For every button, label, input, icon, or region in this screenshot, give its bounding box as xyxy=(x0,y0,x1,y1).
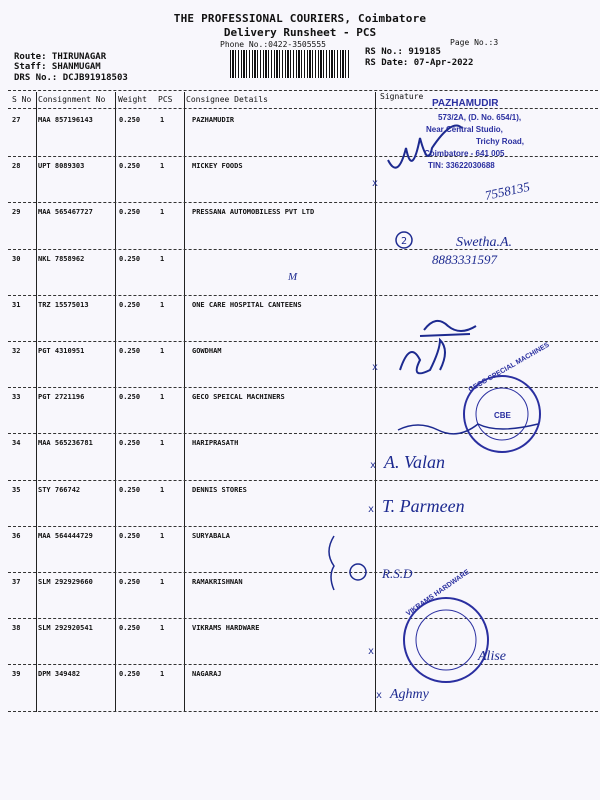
row-divider xyxy=(8,249,598,250)
row-divider xyxy=(8,664,598,665)
svg-text:x: x xyxy=(376,690,383,701)
cell-consignment: TRZ 15575013 xyxy=(38,300,89,309)
cell-consignee: RAMAKRISHNAN xyxy=(192,578,243,586)
svg-text:x: x xyxy=(368,646,375,657)
cell-weight: 0.250 xyxy=(119,531,141,540)
cell-consignee: HARIPRASATH xyxy=(192,439,239,448)
rs-number: RS No.: 919185 xyxy=(365,47,441,57)
row-divider xyxy=(8,572,598,573)
cell-consignee: NAGARAJ xyxy=(192,670,222,679)
cell-sno: 28 xyxy=(12,162,21,171)
cell-consignment: PGT 2721196 xyxy=(38,393,85,402)
svg-text:x: x xyxy=(370,460,377,471)
cell-weight: 0.250 xyxy=(119,485,141,494)
cell-sno: 39 xyxy=(12,670,21,679)
cell-sno: 30 xyxy=(12,254,21,263)
cell-consignee: SURYABALA xyxy=(192,531,230,540)
col-weight: Weight xyxy=(118,95,147,104)
cell-consignment: STY 766742 xyxy=(38,485,81,494)
cell-pcs: 1 xyxy=(160,670,165,679)
cell-weight: 0.250 xyxy=(119,439,141,448)
cell-consignee: MICKEY FOODS xyxy=(192,162,243,171)
row-divider xyxy=(8,618,598,619)
row-divider xyxy=(8,480,598,481)
cell-pcs: 1 xyxy=(160,300,165,309)
stamp-line: Near Central Studio, xyxy=(426,125,503,134)
stamp-line: TIN: 33622030688 xyxy=(428,161,495,170)
cell-pcs: 1 xyxy=(160,439,165,448)
cell-consignment: DPM 349482 xyxy=(38,670,81,679)
circle-mark xyxy=(396,232,412,248)
route-label: Route: THIRUNAGAR xyxy=(14,52,107,62)
cell-pcs: 1 xyxy=(160,116,165,124)
header-top-rule xyxy=(8,90,598,91)
cell-consignment: MAA 564444729 xyxy=(38,531,93,540)
cell-sno: 38 xyxy=(12,624,21,633)
drs-number: DRS No.: DCJB91918503 xyxy=(14,73,128,83)
company-phone: Phone No.:0422-3505555 xyxy=(220,40,326,49)
row38-signature: Alise xyxy=(478,649,506,664)
signature-row31 xyxy=(420,321,476,336)
row34-signature: A. Valan xyxy=(384,452,445,472)
cell-pcs: 1 xyxy=(160,578,165,586)
cell-sno: 35 xyxy=(12,485,21,494)
signature-row33 xyxy=(398,424,538,434)
svg-text:x: x xyxy=(368,504,375,515)
col-sno: S No xyxy=(12,95,32,104)
stamp-line: Coimbatore - 641 005 xyxy=(424,149,505,158)
company-title: THE PROFESSIONAL COURIERS, Coimbatore xyxy=(173,12,427,25)
header-bottom-rule xyxy=(8,108,598,109)
x-mark: x xyxy=(372,178,379,189)
row-divider xyxy=(8,202,598,203)
cell-weight: 0.250 xyxy=(119,578,141,586)
table-header xyxy=(8,92,598,109)
row29-phone: 8883331597 xyxy=(432,252,497,267)
circle-mark-label: 2 xyxy=(401,236,408,247)
runsheet-title: Delivery Runsheet - PCS xyxy=(223,26,377,39)
col-signature: Signature xyxy=(380,92,424,101)
cell-weight: 0.250 xyxy=(119,300,141,309)
row-divider xyxy=(8,433,598,434)
cell-consignee: GOWDHAM xyxy=(192,347,222,355)
rs-date: RS Date: 07-Apr-2022 xyxy=(365,58,474,68)
cell-sno: 34 xyxy=(12,439,21,448)
cell-sno: 32 xyxy=(12,347,21,355)
cell-pcs: 1 xyxy=(160,485,165,494)
row-divider xyxy=(8,387,598,388)
cell-consignee: PAZHAMUDIR xyxy=(192,116,235,124)
cell-consignment: NKL 7858962 xyxy=(38,254,85,263)
cell-consignment: MAA 565467727 xyxy=(38,208,93,217)
geco-stamp xyxy=(464,341,551,452)
page-number: Page No.:3 xyxy=(450,38,499,47)
row-divider xyxy=(8,341,598,342)
cell-weight: 0.250 xyxy=(119,624,141,633)
cell-consignment: SLM 292929660 xyxy=(38,578,93,586)
cell-pcs: 1 xyxy=(160,531,165,540)
signature-row27 xyxy=(388,126,462,168)
geco-stamp-text: GECO SPECIAL MACHINES xyxy=(467,341,551,394)
cell-consignee: DENNIS STORES xyxy=(192,485,247,494)
cell-weight: 0.250 xyxy=(119,254,141,263)
svg-text:x: x xyxy=(372,362,379,373)
cell-sno: 27 xyxy=(12,116,21,124)
cell-weight: 0.250 xyxy=(119,393,141,402)
col-pcs: PCS xyxy=(158,95,173,104)
cell-pcs: 1 xyxy=(160,208,165,217)
row30-mark: M xyxy=(288,271,298,283)
cell-consignee: GECO SPEICAL MACHINERS xyxy=(192,393,285,402)
phone-scribble: 7558135 xyxy=(483,178,532,203)
row-divider xyxy=(8,156,598,157)
cell-consignment: SLM 292920541 xyxy=(38,624,93,633)
cell-consignment: UPT 8089303 xyxy=(38,162,85,171)
row-divider xyxy=(8,295,598,296)
row36-initials: R.S.D xyxy=(382,566,413,581)
cell-sno: 36 xyxy=(12,531,21,540)
cell-sno: 31 xyxy=(12,300,21,309)
row-divider xyxy=(8,711,598,712)
col-consignee: Consignee Details xyxy=(186,95,268,104)
cell-consignment: MAA 565236781 xyxy=(38,439,93,448)
cell-pcs: 1 xyxy=(160,624,165,633)
cell-consignee: ONE CARE HOSPITAL CANTEENS xyxy=(192,300,302,309)
col-consignment: Consignment No xyxy=(38,95,106,104)
cell-pcs: 1 xyxy=(160,393,165,402)
cell-weight: 0.250 xyxy=(119,670,141,679)
cell-sno: 29 xyxy=(12,208,21,217)
row39-signature: Aghmy xyxy=(390,687,429,702)
cell-weight: 0.250 xyxy=(119,208,141,217)
bracket-mark xyxy=(329,536,334,590)
cell-weight: 0.250 xyxy=(119,116,141,124)
stamp-line: 573/2A, (D. No. 654/1), xyxy=(438,113,522,122)
cell-pcs: 1 xyxy=(160,254,165,263)
row35-signature: T. Parmeen xyxy=(382,496,465,516)
signature-row32 xyxy=(400,340,445,373)
barcode xyxy=(230,50,350,78)
cell-weight: 0.250 xyxy=(119,347,141,355)
staff-label: Staff: SHANMUGAM xyxy=(14,62,101,72)
cell-consignment: PGT 4310951 xyxy=(38,347,85,355)
stamp-line: PAZHAMUDIR xyxy=(432,98,499,109)
cell-pcs: 1 xyxy=(160,162,165,171)
cell-consignee: PRESSANA AUTOMOBILESS PVT LTD xyxy=(192,208,315,217)
row-divider xyxy=(8,526,598,527)
cell-consignee: VIKRAMS HARDWARE xyxy=(192,624,260,633)
cell-sno: 37 xyxy=(12,578,21,586)
cell-weight: 0.250 xyxy=(119,162,141,171)
row29-name: Swetha.A. xyxy=(456,235,512,250)
geco-stamp-city: CBE xyxy=(494,411,511,420)
cell-sno: 33 xyxy=(12,393,21,402)
stamp-line: Trichy Road, xyxy=(476,137,525,146)
vikrams-stamp-text: VIKRAMS HARDWARE xyxy=(405,568,471,618)
cell-consignment: MAA 857196143 xyxy=(38,116,93,124)
cell-pcs: 1 xyxy=(160,347,165,355)
